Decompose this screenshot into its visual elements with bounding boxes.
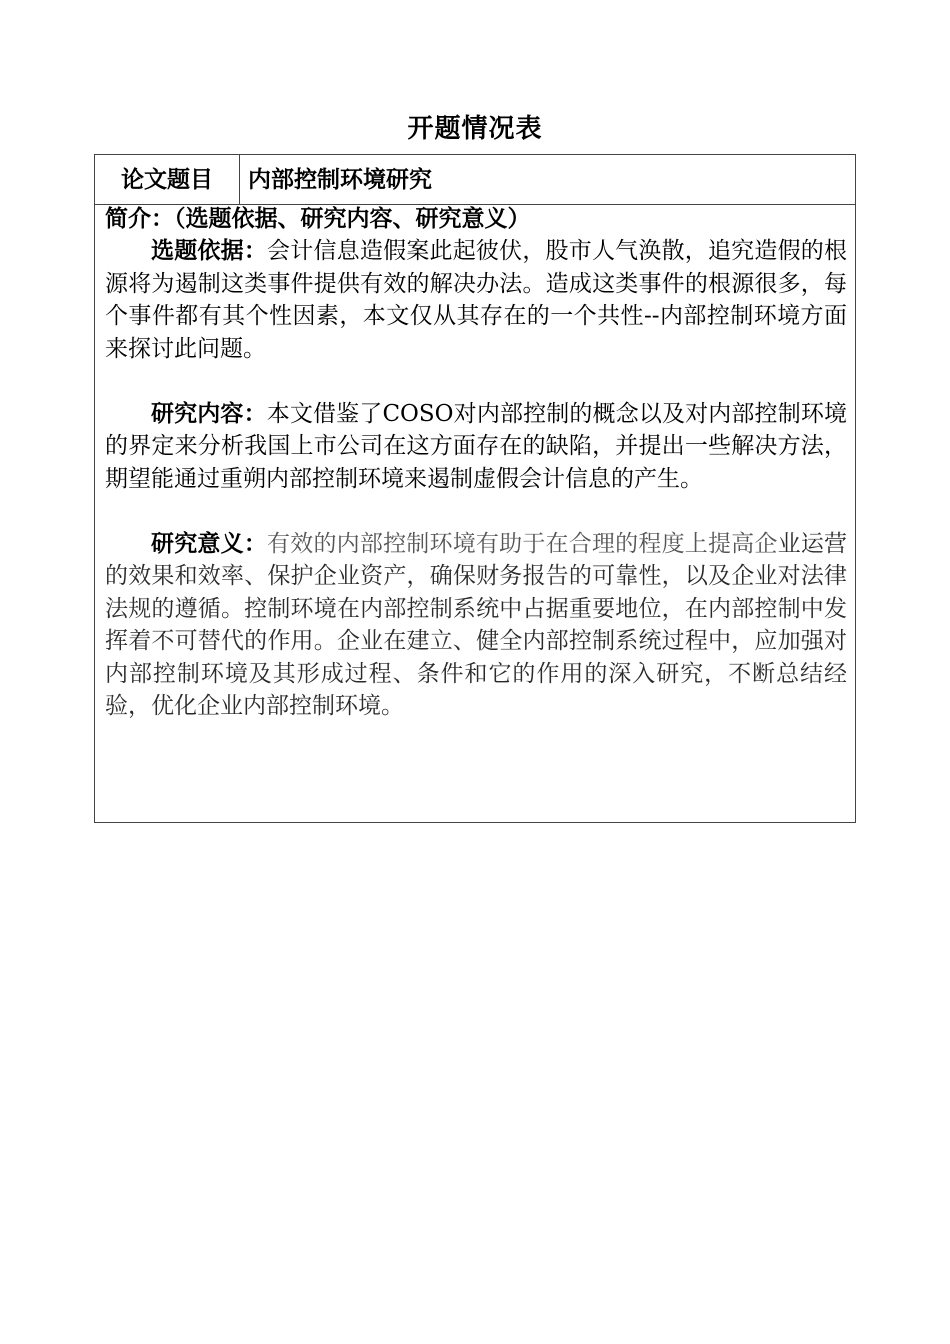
section-basis-label: 选题依据： [151, 237, 268, 264]
section-significance-text: 业运营的效果和效率、保护企业资产，确保财务报告的可靠性，以及企业对法律法规的遵循。控制环境在内部控制系统中占据重要地位，在内部控制中发挥着不可替代的作用。企业在建立、健全内部控制系统过程中，应加强对内部控制环境及其形成过程、条件和它的作用的深入研究，不断总结经验，优化企业内部控制环境。 [105, 530, 848, 719]
intro-heading: 简介：（选题依据、研究内容、研究意义） [105, 205, 531, 232]
section-significance-text-first: 有效的内部控制环境有助于在合理的程度上提高企 [267, 530, 778, 557]
section-basis [105, 235, 847, 365]
topic-label: 论文题目 [95, 155, 240, 204]
section-content-text: 本文借鉴了COSO对内部控制的概念以及对内部控制环境的界定来分析我国上市公司在这方面存在的缺陷，并提出一些解决方法，期望能通过重朔内部控制环境来遏制虚假会计信息的产生。 [105, 400, 847, 492]
intro-cell [105, 205, 847, 723]
page-title: 开题情况表 [407, 114, 543, 144]
topic-row [95, 155, 855, 205]
section-significance-label: 研究意义： [151, 529, 268, 557]
topic-value: 内部控制环境研究 [248, 166, 432, 193]
section-content [105, 398, 847, 496]
section-basis-text: 会计信息造假案此起彼伏，股市人气涣散，追究造假的根源将为遏制这类事件提供有效的解决办法。造成这类事件的根源很多，每个事件都有其个性因素，本文仅从其存在的一个共性--内部控制环境方面来探讨此问题。 [105, 238, 848, 362]
proposal-table [94, 154, 856, 823]
section-content-label: 研究内容： [151, 399, 267, 427]
section-significance [105, 528, 847, 723]
